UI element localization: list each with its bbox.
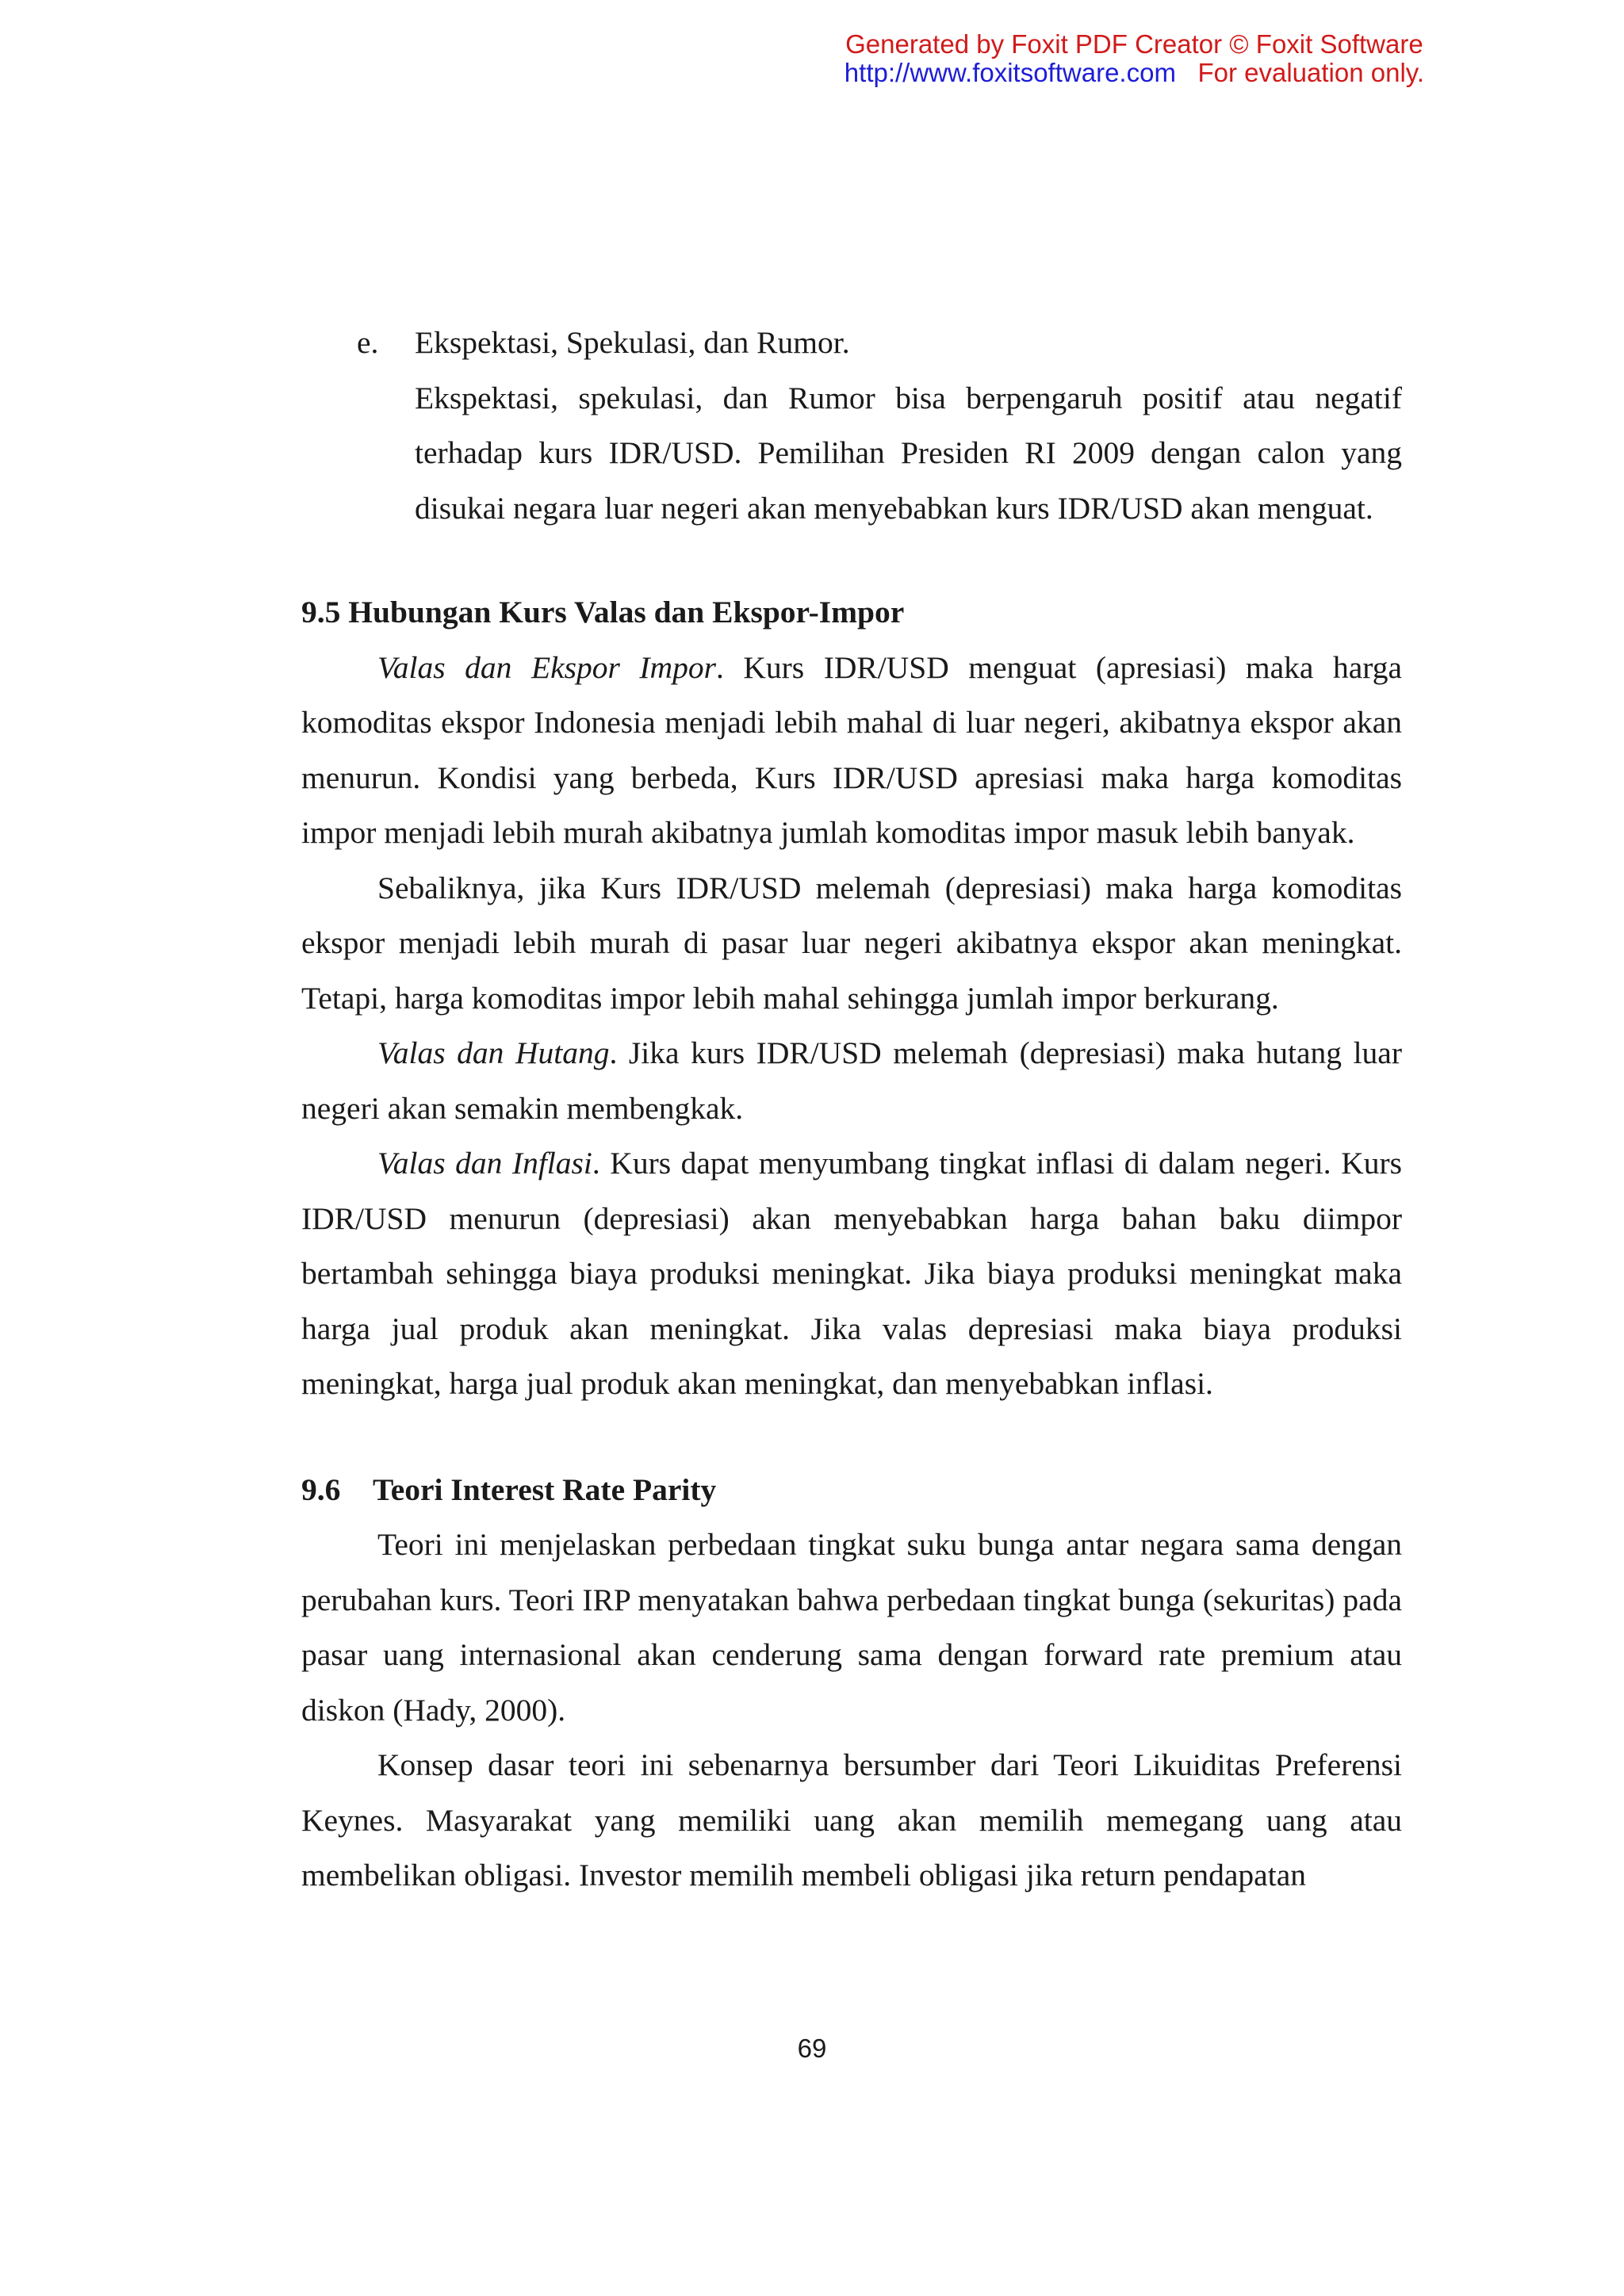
section-title: Teori Interest Rate Parity — [373, 1471, 717, 1507]
paragraph: Konsep dasar teori ini sebenarnya bersumber dari Teori Likuiditas Preferensi Keynes. Masyarakat yang memiliki uang akan memilih memegang uang atau membelikan obligasi. Investor memilih membeli obligasi jika return pendapatan — [301, 1747, 1402, 1892]
list-item-body: Ekspektasi, spekulasi, dan Rumor bisa berpengaruh positif atau negatif terhadap kurs IDR/USD. Pemilihan Presiden RI 2009 dengan calon yang disukai negara luar negeri akan menyebabkan kurs IDR/USD akan menguat. — [415, 380, 1402, 526]
section-heading — [301, 1463, 1402, 1518]
paragraph-text: . Kurs IDR/USD menguat (apresiasi) maka harga komoditas ekspor Indonesia menjadi lebih mahal di luar negeri, akibatnya ekspor akan menurun. Kondisi yang berbeda, Kurs IDR/USD apresiasi maka harga komoditas impor menjadi lebih murah akibatnya jumlah komoditas impor masuk lebih banyak. — [301, 649, 1402, 850]
section-9-5 — [301, 585, 1402, 1412]
watermark-line1: Generated by Foxit PDF Creator © Foxit Software — [845, 29, 1423, 59]
page-number: 69 — [797, 2034, 827, 2063]
paragraph-text: . Kurs dapat menyumbang tingkat inflasi di dalam negeri. Kurs IDR/USD menurun (depresiasi) akan menyebabkan harga bahan baku diimpor bertambah sehingga biaya produksi meningkat. Jika biaya produksi meningkat maka harga jual produk akan meningkat. Jika valas depresiasi maka biaya produksi meningkat, harga jual produk akan meningkat, dan menyebabkan inflasi. — [301, 1146, 1402, 1401]
watermark-note: For evaluation only. — [1197, 58, 1424, 87]
paragraph-lead: Valas dan Hutang — [377, 1035, 610, 1070]
paragraph — [301, 641, 1402, 861]
paragraph: Sebaliknya, jika Kurs IDR/USD melemah (depresiasi) maka harga komoditas ekspor menjadi lebih murah di pasar luar negeri akibatnya ekspor akan meningkat. Tetapi, harga komoditas impor lebih mahal sehingga jumlah impor berkurang. — [301, 870, 1402, 1016]
page-content — [301, 316, 1402, 1904]
paragraph-lead: Valas dan Ekspor Impor — [377, 649, 716, 685]
foxit-watermark — [845, 30, 1424, 87]
list-item-e — [301, 316, 1402, 536]
paragraph — [301, 1026, 1402, 1136]
section-9-6 — [301, 1463, 1402, 1904]
paragraph-text: . Jika kurs IDR/USD melemah (depresiasi) maka hutang luar negeri akan semakin membengkak. — [301, 1035, 1402, 1126]
section-number: 9.6 — [301, 1471, 341, 1507]
list-item-title: Ekspektasi, Spekulasi, dan Rumor. — [415, 325, 850, 360]
list-marker: e. — [357, 325, 379, 360]
paragraph-lead: Valas dan Inflasi — [377, 1146, 592, 1181]
paragraph — [301, 1136, 1402, 1412]
section-heading: 9.5 Hubungan Kurs Valas dan Ekspor-Impor — [301, 595, 905, 629]
paragraph: Teori ini menjelaskan perbedaan tingkat suku bunga antar negara sama dengan perubahan kurs. Teori IRP menyatakan bahwa perbedaan tingkat bunga (sekuritas) pada pasar uang internasional akan cenderung sama dengan forward rate premium atau diskon (Hady, 2000). — [301, 1527, 1402, 1728]
watermark-line2 — [845, 59, 1424, 87]
watermark-url: http://www.foxitsoftware.com — [844, 58, 1176, 87]
